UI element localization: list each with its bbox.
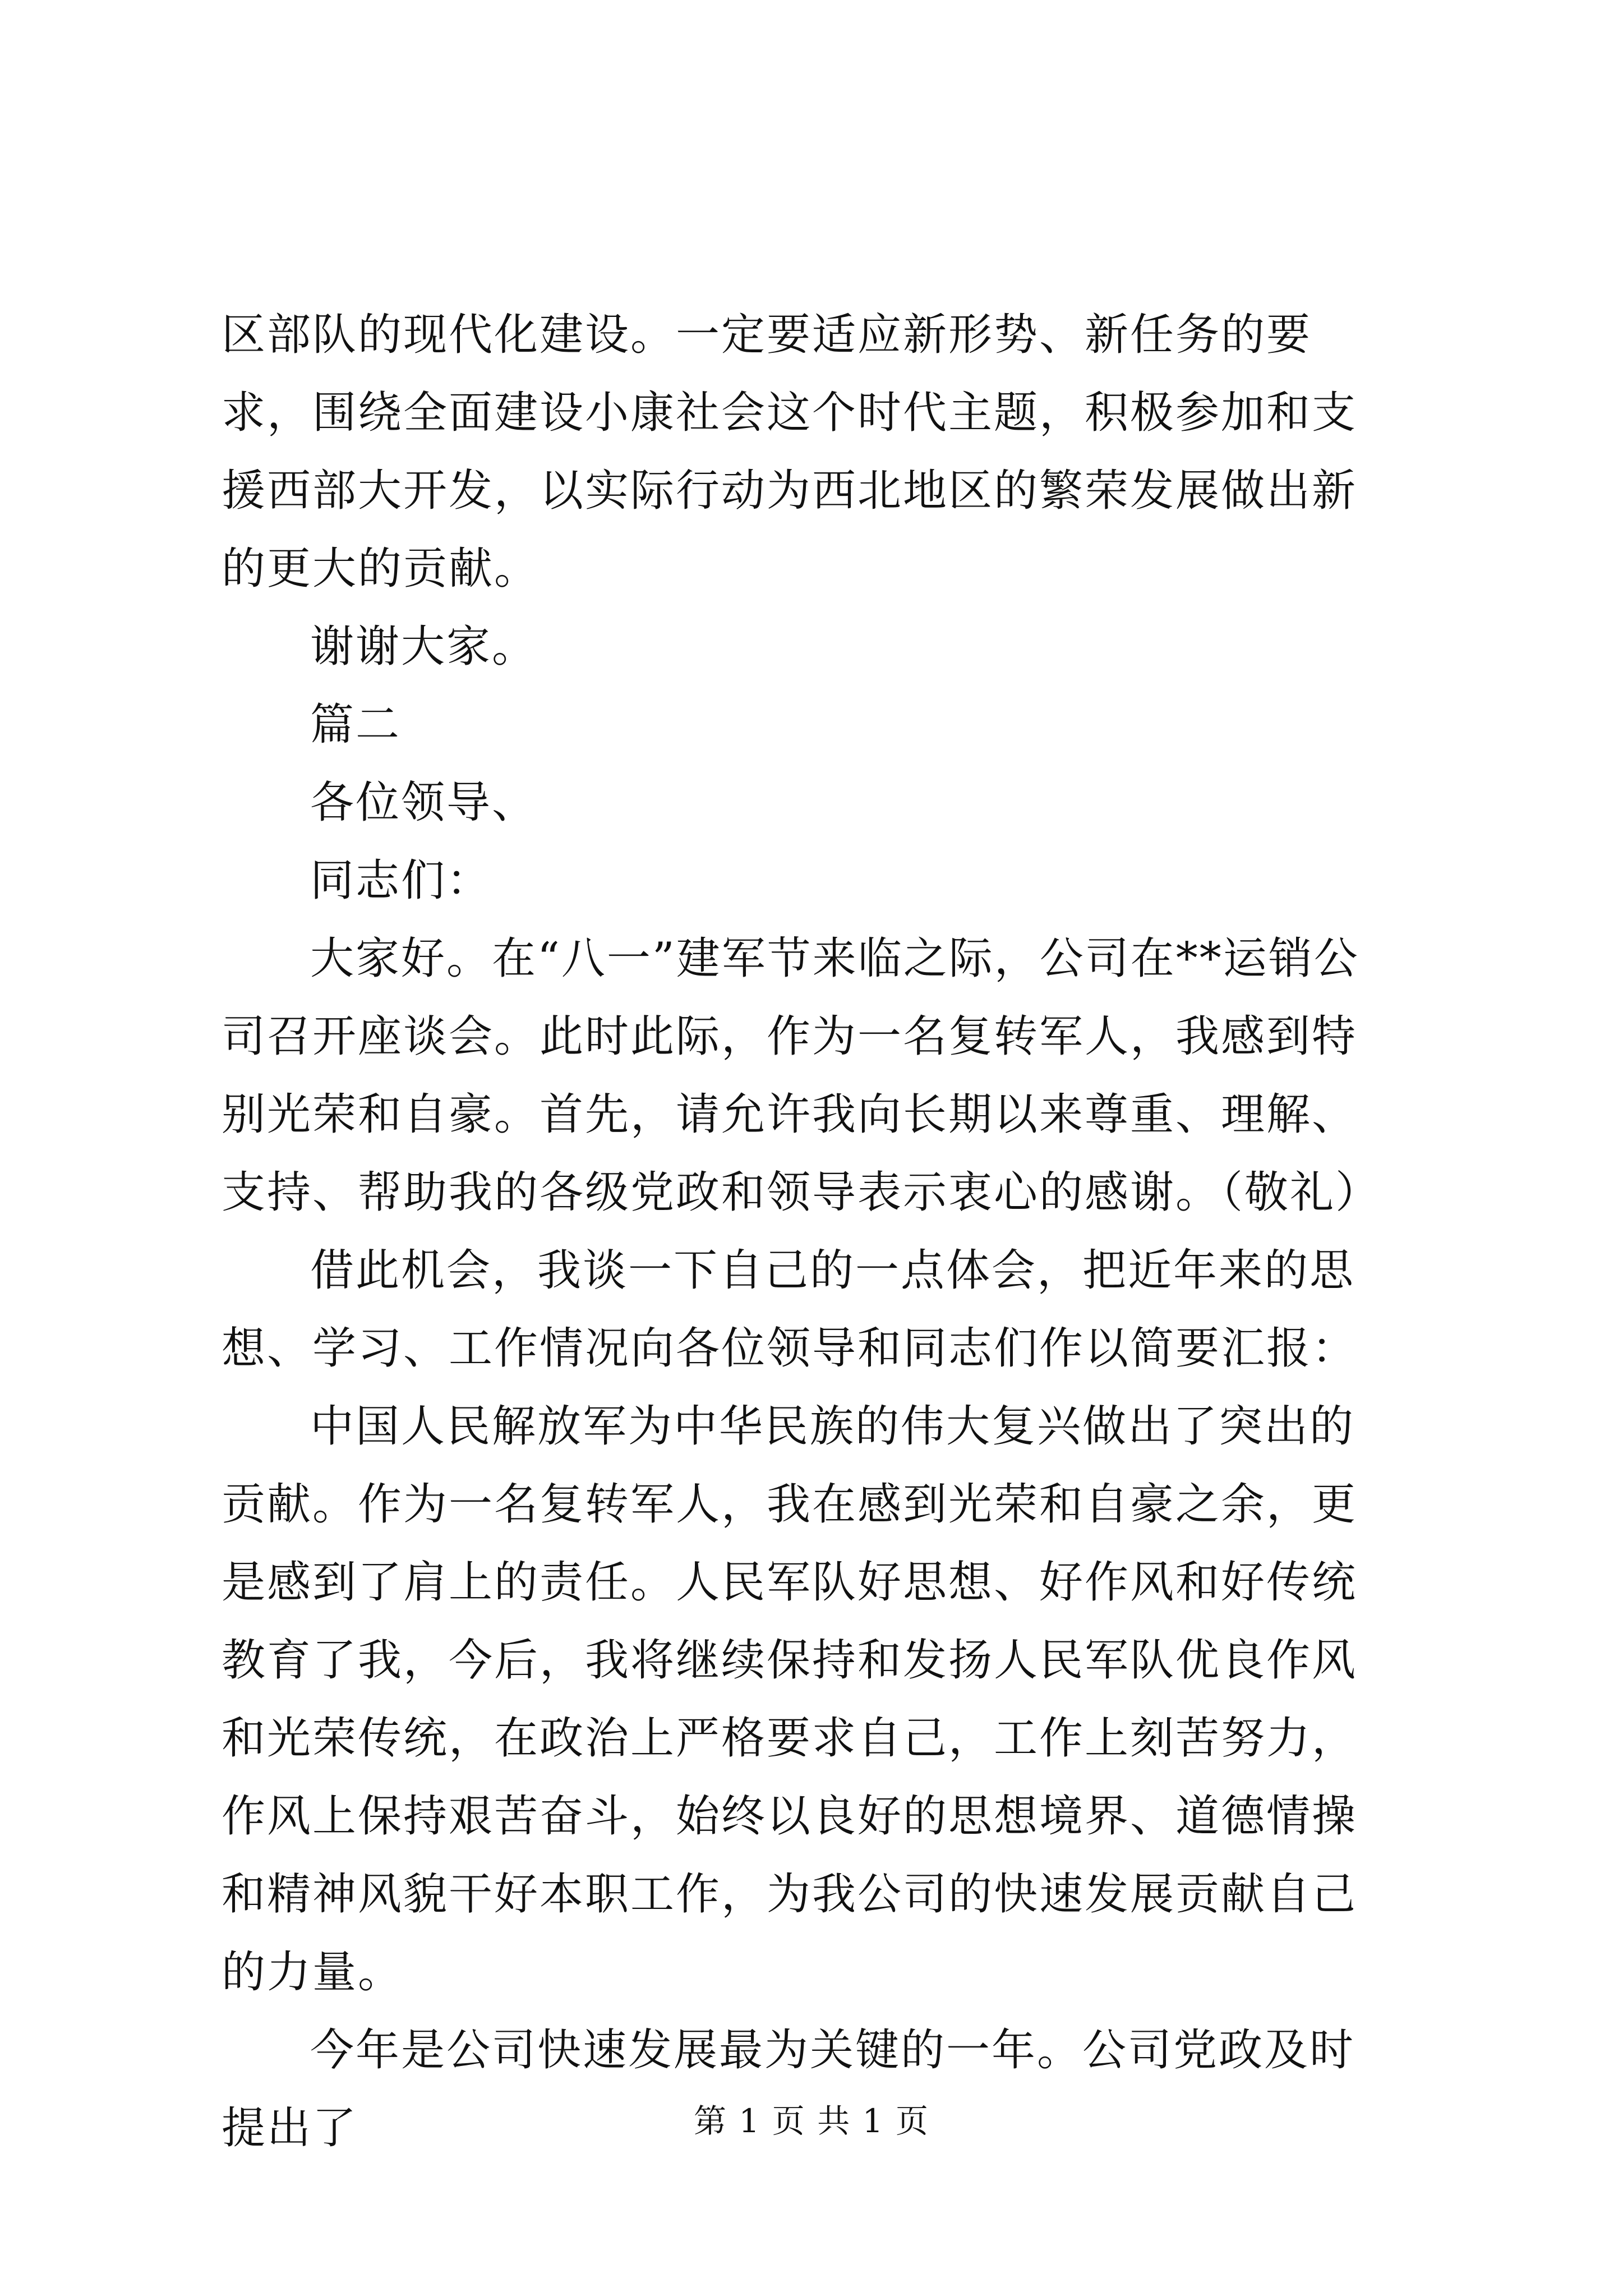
salutation-leaders: 各位领导、 — [310, 777, 538, 828]
paragraph-continuation: 区部队的现代化建设。一定要适应新形势、新任务的要求，围绕全面建设小康社会这个时代主题，积极参加和支援西部大开发，以实际行动为西北地区的繁荣发展做出新的更大的贡献。 — [222, 310, 1358, 594]
paragraph-thanks: 谢谢大家。 — [310, 622, 538, 672]
paragraph-this-year: 今年是公司快速发展最为关键的一年。公司党政及时提出了 — [222, 2025, 1355, 2154]
paragraph-report-intro: 借此机会，我谈一下自己的一点体会，把近年来的思想、学习、工作情况向各位领导和同志们作以简要汇报： — [222, 1245, 1358, 1374]
page-footer — [0, 2101, 1623, 2141]
salutation-comrades: 同志们： — [310, 855, 492, 906]
section-heading: 篇二 — [310, 700, 402, 750]
document-body — [222, 296, 1399, 2168]
paragraph-greeting: 大家好。在“八一”建军节来临之际，公司在**运销公司召开座谈会。此时此际，作为一名复转军人，我感到特别光荣和自豪。首先，请允许我向长期以来尊重、理解、支持、帮助我的各级党政和领导表示衷心的感谢。（敬礼） — [222, 933, 1381, 1218]
paragraph-army-contribution: 中国人民解放军为中华民族的伟大复兴做出了突出的贡献。作为一名复转军人，我在感到光荣和自豪之余，更是感到了肩上的责任。人民军队好思想、好作风和好传统教育了我，今后，我将继续保持和发扬人民军队优良作风和光荣传统，在政治上严格要求自己，工作上刻苦努力，作风上保持艰苦奋斗，始终以良好的思想境界、道德情操和精神风貌干好本职工作，为我公司的快速发展贡献自己的力量。 — [222, 1401, 1358, 1998]
page-number-label: 第 1 页 共 1 页 — [694, 2102, 929, 2140]
